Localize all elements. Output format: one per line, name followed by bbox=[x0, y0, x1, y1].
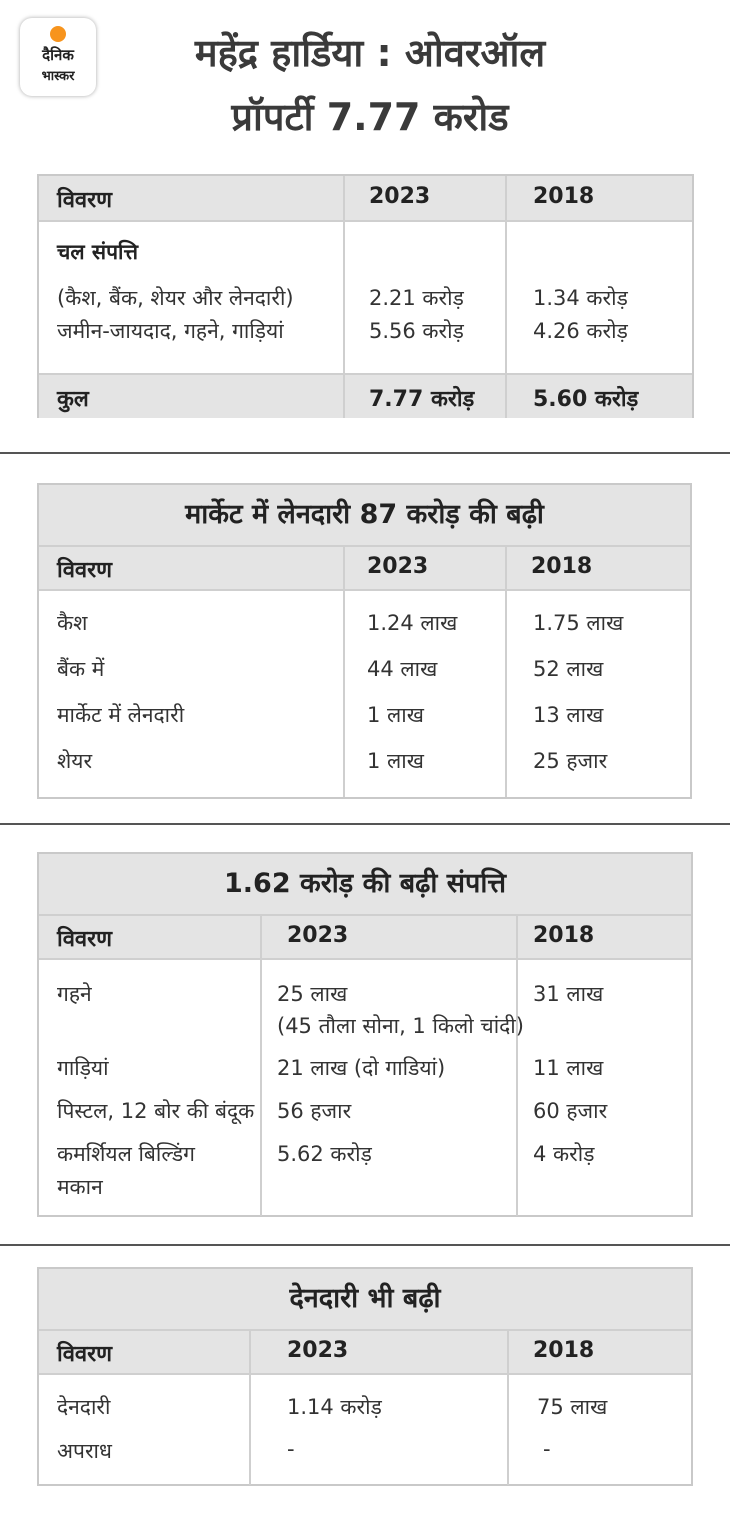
row-label: गहने bbox=[57, 982, 92, 1006]
table-title: 1.62 करोड़ की बढ़ी संपत्ति bbox=[39, 854, 691, 914]
section-divider bbox=[0, 823, 730, 825]
col-header-2018: 2018 bbox=[533, 184, 595, 209]
col-header-2023: 2023 bbox=[287, 1338, 349, 1363]
row-value-2018: 75 लाख bbox=[537, 1395, 608, 1419]
col-header-detail: विवरण bbox=[57, 1342, 113, 1367]
section-divider bbox=[0, 1244, 730, 1246]
row-value-2018: 11 लाख bbox=[533, 1056, 604, 1080]
row-value-2023: 1 लाख bbox=[367, 749, 424, 773]
row-value-2018: 52 लाख bbox=[533, 657, 604, 681]
col-header-detail: विवरण bbox=[57, 188, 113, 213]
col-header-2018: 2018 bbox=[533, 1338, 595, 1363]
row-value-2023: 1.14 करोड़ bbox=[287, 1395, 382, 1419]
row-label: गाड़ियां bbox=[57, 1056, 109, 1080]
total-2018: 5.60 करोड़ bbox=[533, 387, 639, 412]
row-label: पिस्टल, 12 बोर की बंदूक bbox=[57, 1099, 255, 1123]
row-value-2018: 1.75 लाख bbox=[533, 611, 624, 635]
brand-line2: भास्कर bbox=[41, 69, 75, 84]
col-header-2023: 2023 bbox=[369, 184, 431, 209]
col-header-2018: 2018 bbox=[533, 923, 595, 948]
row-value-2018: 13 लाख bbox=[533, 703, 604, 727]
row-value-2018: 1.34 करोड़ bbox=[533, 286, 628, 310]
row-value-2018: 4.26 करोड़ bbox=[533, 319, 628, 343]
row-label: मार्केट में लेनदारी bbox=[57, 703, 185, 727]
row-label: शेयर bbox=[57, 749, 93, 773]
table-title: मार्केट में लेनदारी 87 करोड़ की बढ़ी bbox=[39, 485, 690, 545]
row-value-2023: 56 हजार bbox=[277, 1099, 352, 1123]
row-value-2023-note: (45 तौला सोना, 1 किलो चांदी) bbox=[277, 1014, 524, 1038]
page-title-line2: प्रॉपर्टी 7.77 करोड bbox=[231, 95, 509, 139]
row-value-2023: 5.56 करोड़ bbox=[369, 319, 464, 343]
row-value-2023: 25 लाख bbox=[277, 982, 348, 1006]
row-value-2018: 4 करोड़ bbox=[533, 1142, 595, 1166]
row-value-2023: 2.21 करोड़ bbox=[369, 286, 464, 310]
row-value-2018: 31 लाख bbox=[533, 982, 604, 1006]
sun-icon bbox=[50, 26, 66, 42]
row-value-2023: 1 लाख bbox=[367, 703, 424, 727]
row-label: देनदारी bbox=[57, 1395, 111, 1419]
total-2023: 7.77 करोड़ bbox=[369, 387, 475, 412]
row-label: जमीन-जायदाद, गहने, गाड़ियां bbox=[57, 319, 284, 343]
row-value-2023: 21 लाख (दो गाडियां) bbox=[277, 1056, 446, 1080]
table-title: देनदारी भी बढ़ी bbox=[39, 1269, 691, 1329]
brand-logo bbox=[20, 18, 96, 96]
row-label: अपराध bbox=[57, 1439, 112, 1463]
row-value-2018: 25 हजार bbox=[533, 749, 608, 773]
row-value-2018: - bbox=[543, 1437, 551, 1461]
asset-growth-table bbox=[37, 852, 693, 1217]
col-header-2023: 2023 bbox=[287, 923, 349, 948]
col-header-detail: विवरण bbox=[57, 558, 113, 583]
row-value-2023: 44 लाख bbox=[367, 657, 438, 681]
section-label: चल संपत्ति bbox=[57, 240, 138, 264]
brand-line1: दैनिक bbox=[42, 46, 74, 64]
col-header-2023: 2023 bbox=[367, 554, 429, 579]
market-receivables-table bbox=[37, 483, 692, 799]
total-label: कुल bbox=[57, 387, 89, 412]
row-label-continued: मकान bbox=[57, 1175, 103, 1199]
row-value-2023: 5.62 करोड़ bbox=[277, 1142, 372, 1166]
row-value-2023: 1.24 लाख bbox=[367, 611, 458, 635]
page-title-line1: महेंद्र हार्डिया : ओवरऑल bbox=[194, 31, 546, 75]
table-header bbox=[39, 547, 690, 589]
section-divider bbox=[0, 452, 730, 454]
col-header-detail: विवरण bbox=[57, 927, 113, 952]
row-label: कमर्शियल बिल्डिंग bbox=[57, 1142, 195, 1166]
row-label: (कैश, बैंक, शेयर और लेनदारी) bbox=[57, 286, 294, 310]
row-value-2018: 60 हजार bbox=[533, 1099, 608, 1123]
row-label: कैश bbox=[57, 611, 88, 635]
liabilities-table bbox=[37, 1267, 693, 1486]
row-value-2023: - bbox=[287, 1437, 295, 1461]
overall-property-table bbox=[37, 174, 694, 418]
col-header-2018: 2018 bbox=[531, 554, 593, 579]
row-label: बैंक में bbox=[57, 657, 105, 681]
